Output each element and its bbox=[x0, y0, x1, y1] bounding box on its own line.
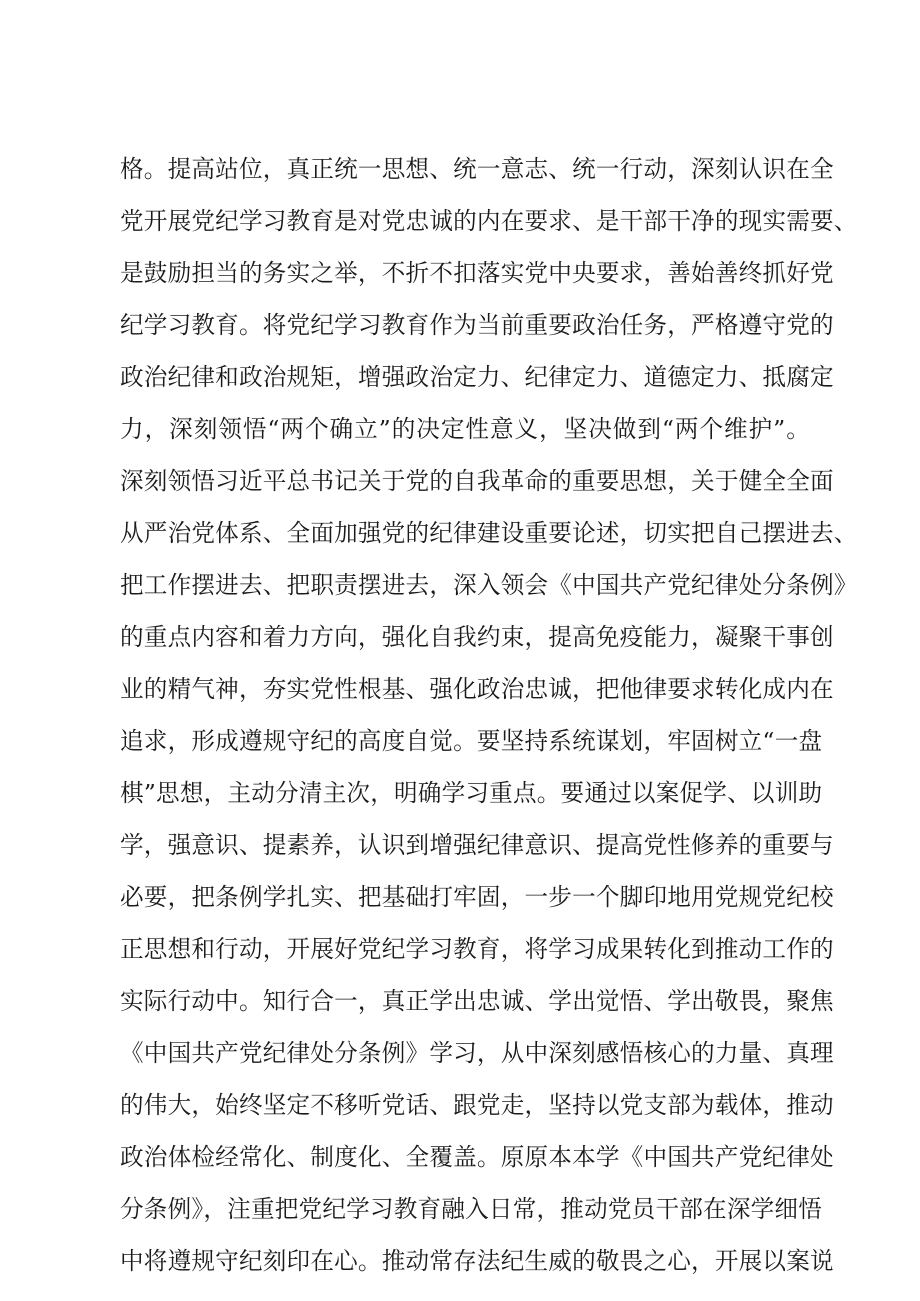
text-line: 正思想和行动，开展好党纪学习教育，将学习成果转化到推动工作的 bbox=[120, 935, 834, 963]
text-line: 实际行动中。知行合一，真正学出忠诚、学出觉悟、学出敬畏，聚焦 bbox=[120, 987, 834, 1015]
text-line: 力，深刻领悟“两个确立”的决定性意义，坚决做到“两个维护”。 bbox=[120, 415, 810, 443]
text-line: 把工作摆进去、把职责摆进去，深入领会《中国共产党纪律处分条例》 bbox=[120, 571, 858, 599]
text-line: 追求，形成遵规守纪的高度自觉。要坚持系统谋划，牢固树立“一盘 bbox=[120, 727, 823, 755]
text-line: 纪学习教育。将党纪学习教育作为当前重要政治任务，严格遵守党的 bbox=[120, 311, 834, 339]
text-line: 分条例》，注重把党纪学习教育融入日常，推动党员干部在深学细悟 bbox=[120, 1195, 823, 1223]
text-line: 格。提高站位，真正统一思想、统一意志、统一行动，深刻认识在全 bbox=[120, 155, 834, 183]
text-line: 棋”思想，主动分清主次，明确学习重点。要通过以案促学、以训助 bbox=[120, 779, 823, 807]
text-line: 的重点内容和着力方向，强化自我约束，提高免疫能力，凝聚干事创 bbox=[120, 623, 834, 651]
text-line: 政治纪律和政治规矩，增强政治定力、纪律定力、道德定力、抵腐定 bbox=[120, 363, 834, 391]
text-line: 是鼓励担当的务实之举，不折不扣落实党中央要求，善始善终抓好党 bbox=[120, 259, 834, 287]
text-line: 业的精气神，夯实党性根基、强化政治忠诚，把他律要求转化成内在 bbox=[120, 675, 834, 703]
text-line: 学，强意识、提素养，认识到增强纪律意识、提高党性修养的重要与 bbox=[120, 831, 834, 859]
text-line: 的伟大，始终坚定不移听党话、跟党走，坚持以党支部为载体，推动 bbox=[120, 1091, 834, 1119]
body-text bbox=[120, 143, 858, 1287]
text-line: 深刻领悟习近平总书记关于党的自我革命的重要思想，关于健全全面 bbox=[120, 467, 834, 495]
text-line: 政治体检经常化、制度化、全覆盖。原原本本学《中国共产党纪律处 bbox=[120, 1143, 834, 1171]
text-line: 党开展党纪学习教育是对党忠诚的内在要求、是干部干净的现实需要、 bbox=[120, 207, 858, 235]
text-line: 《中国共产党纪律处分条例》学习，从中深刻感悟核心的力量、真理 bbox=[120, 1039, 834, 1067]
text-line: 中将遵规守纪刻印在心。推动常存法纪生威的敬畏之心，开展以案说 bbox=[120, 1247, 834, 1275]
text-line: 必要，把条例学扎实、把基础打牢固，一步一个脚印地用党规党纪校 bbox=[120, 883, 834, 911]
text-line: 从严治党体系、全面加强党的纪律建设重要论述，切实把自己摆进去、 bbox=[120, 519, 858, 547]
